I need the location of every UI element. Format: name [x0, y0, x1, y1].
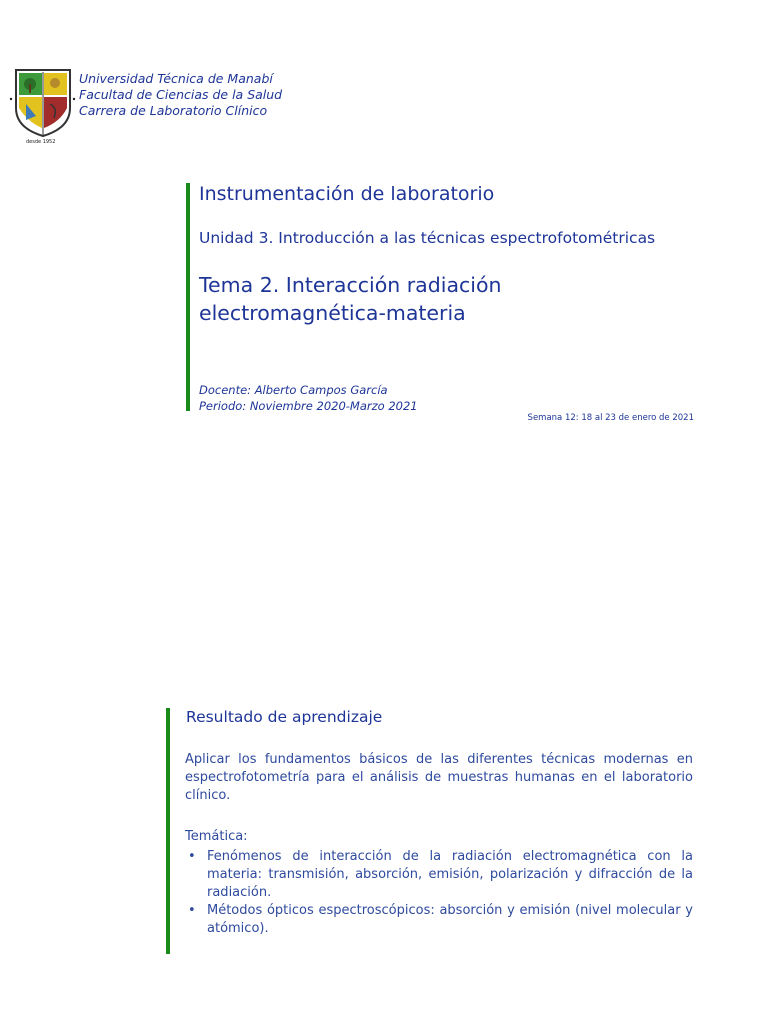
unit-title: Unidad 3. Introducción a las técnicas espectrofotométricas: [199, 229, 656, 247]
institution-university: Universidad Técnica de Manabí: [79, 71, 273, 86]
academic-period: Periodo: Noviembre 2020-Marzo 2021: [199, 399, 418, 413]
week-label: Semana 12: 18 al 23 de enero de 2021: [527, 413, 694, 423]
topics-list: [185, 848, 693, 938]
teacher-info: [199, 382, 418, 414]
topic-line: Tema 2. Interacción radiación: [199, 273, 502, 297]
bullet-icon: •: [188, 903, 196, 918]
list-item: [185, 902, 693, 938]
topic-title: [199, 271, 502, 327]
institution-faculty: Facultad de Ciencias de la Salud: [79, 87, 283, 102]
institution-program: Carrera de Laboratorio Clínico: [79, 103, 268, 118]
learning-paragraph: Aplicar los fundamentos básicos de las diferentes técnicas modernas en espectrofotometría para el análisis de muestras humanas en el laboratorio clínico.: [185, 752, 693, 803]
learning-accent-bar: [166, 708, 170, 954]
logo-motto: desde 1952: [26, 139, 56, 145]
bullet-icon: •: [188, 849, 196, 864]
course-title: Instrumentación de laboratorio: [199, 183, 495, 205]
teacher-name: Docente: Alberto Campos García: [199, 383, 388, 397]
topic-line: electromagnética-materia: [199, 301, 466, 325]
list-item: [185, 848, 693, 902]
list-item-text: Fenómenos de interacción de la radiación electromagnética con la materia: transmisión, absorción, emisión, polarización y difracción de la radiación.: [207, 849, 693, 900]
institution-header: [79, 71, 282, 119]
topics-label: Temática:: [185, 829, 248, 844]
list-item-text: Métodos ópticos espectroscópicos: absorción y emisión (nivel molecular y atómico).: [207, 903, 693, 936]
learning-title: Resultado de aprendizaje: [186, 708, 383, 726]
cover-accent-bar: [186, 183, 190, 411]
university-logo: [8, 64, 80, 154]
